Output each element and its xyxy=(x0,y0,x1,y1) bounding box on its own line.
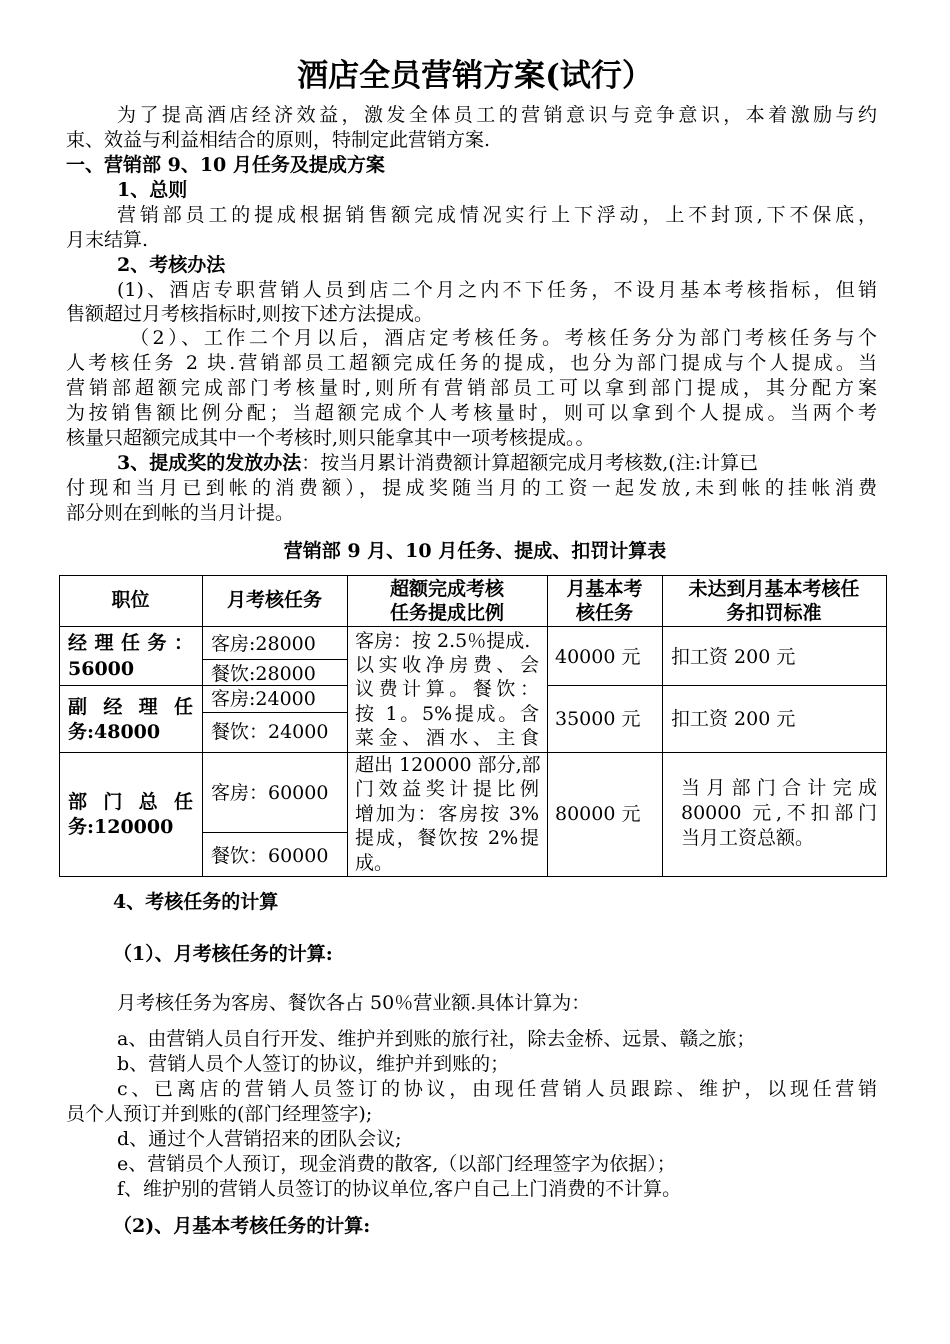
manager-label-line-2: 56000 xyxy=(68,658,135,680)
table-divider xyxy=(202,832,347,833)
list-item: a、由营销人员自行开发、维护并到账的旅行社，除去金桥、远景、赣之旅； xyxy=(117,1028,756,1050)
general-line-1: 营销部员工的提成根据销售额完成情况实行上下浮动，上不封顶,下不保底， xyxy=(117,204,877,226)
general-line-2: 月末结算. xyxy=(66,229,149,251)
section4-heading: 4、考核任务的计算 xyxy=(113,891,279,913)
deputy-rooms: 客房:24000 xyxy=(211,688,316,710)
deputy-dining: 餐饮：24000 xyxy=(211,721,329,743)
manager-rooms: 客房:28000 xyxy=(211,633,316,655)
table-border-top xyxy=(59,575,887,576)
commission-table xyxy=(59,575,887,877)
assess-p1-line-2: 售额超过月考核指标时,则按下述方法提成。 xyxy=(66,303,434,325)
sub1-intro: 月考核任务为客房、餐饮各占 50％营业额.具体计算为： xyxy=(117,992,591,1014)
general-heading: 1、总则 xyxy=(117,179,188,201)
manager-base: 40000 元 xyxy=(555,646,641,668)
list-item: e、营销员个人预订，现金消费的散客,（以部门经理签字为依据）； xyxy=(117,1153,676,1175)
intro-line-1: 为了提高酒店经济效益，激发全体员工的营销意识与竞争意识，本着激励与约 xyxy=(117,104,877,126)
dept-dining: 餐饮：60000 xyxy=(211,845,329,867)
list-item: c、已离店的营销人员签订的协议，由现任营销人员跟踪、维护，以现任营销 xyxy=(117,1078,877,1100)
header-position: 职位 xyxy=(111,589,150,611)
header-excess-line-2: 任务提成比例 xyxy=(389,602,504,624)
commission-individual-line-2: 以实收净房费、会 xyxy=(355,654,539,676)
commission-individual-line-5: 菜金、酒水、主食 xyxy=(355,727,539,749)
dept-label-line-1: 部门总任 xyxy=(68,791,193,813)
list-item: d、通过个人营销招来的团队会议; xyxy=(117,1128,402,1150)
dept-label-line-2: 务:120000 xyxy=(68,816,174,838)
table-border-left xyxy=(59,575,60,877)
dept-commission-line-4: 提成，餐饮按 2%提 xyxy=(355,827,539,849)
bonus-line-3: 部分则在到帐的当月计提。 xyxy=(66,502,295,524)
bonus-line-2: 付现和当月已到帐的消费额），提成奖随当月的工资一起发放,未到帐的挂帐消费 xyxy=(66,477,877,499)
section1-heading: 一、营销部 9、10 月任务及提成方案 xyxy=(66,154,385,176)
assess-p2-line-4: 为按销售额比例分配；当超额完成个人考核量时，则可以拿到个人提成。当两个考 xyxy=(66,402,877,424)
assess-p2-line-5: 核量只超额完成其中一个考核时,则只能拿其中一项考核提成。。 xyxy=(66,427,595,449)
deputy-base: 35000 元 xyxy=(555,708,641,730)
list-item-continuation: 员个人预订并到账的(部门经理签字); xyxy=(66,1103,373,1125)
assess-p1-line-1: (1)、酒店专职营销人员到店二个月之内不下任务，不设月基本考核指标，但销 xyxy=(117,279,877,301)
dept-commission-line-5: 成。 xyxy=(355,852,394,874)
table-divider xyxy=(547,685,887,686)
dept-penalty-line-2: 80000 元,不扣部门 xyxy=(681,802,877,824)
commission-individual-line-4: 按 1。5%提成。含 xyxy=(355,703,539,725)
header-penalty-line-2: 务扣罚标准 xyxy=(726,602,822,624)
header-excess-line-1: 超额完成考核 xyxy=(389,578,504,600)
header-base-line-1: 月基本考 xyxy=(566,578,643,600)
dept-commission-line-2: 门效益奖计提比例 xyxy=(355,778,539,800)
table-caption: 营销部 9 月、10 月任务、提成、扣罚计算表 xyxy=(283,540,667,562)
manager-label-line-1: 经理任务： xyxy=(68,632,193,654)
intro-line-2: 束、效益与利益相结合的原则，特制定此营销方案. xyxy=(66,129,491,151)
assess-p2-line-2: 人考核任务 2 块.营销部员工超额完成任务的提成，也分为部门提成与个人提成。当 xyxy=(66,352,877,374)
dept-penalty-line-1: 当月部门合计完成 xyxy=(681,777,877,799)
commission-individual-line-3: 议费计算。餐饮： xyxy=(355,678,539,700)
deputy-label-line-2: 务:48000 xyxy=(68,721,161,743)
bonus-line-1-text: ：按当月累计消费额计算超额完成月考核数,(注:计算已 xyxy=(301,452,759,474)
table-border-right xyxy=(886,575,887,877)
dept-base: 80000 元 xyxy=(555,803,641,825)
header-penalty-line-1: 未达到月基本考核任 xyxy=(688,578,860,600)
assess-p2-line-1: （2）、工作二个月以后，酒店定考核任务。考核任务分为部门考核任务与个 xyxy=(130,327,877,349)
document-title: 酒店全员营销方案(试行） xyxy=(297,58,653,94)
header-base-line-2: 核任务 xyxy=(575,602,633,624)
header-monthly-task: 月考核任务 xyxy=(226,589,322,611)
deputy-penalty: 扣工资 200 元 xyxy=(671,708,796,730)
bonus-heading: 3、提成奖的发放办法 xyxy=(117,452,302,474)
list-item: f、维护别的营销人员签订的协议单位,客户自己上门消费的不计算。 xyxy=(117,1178,682,1200)
bonus-line-1 xyxy=(117,451,877,475)
manager-dining: 餐饮:28000 xyxy=(211,663,316,685)
dept-rooms: 客房：60000 xyxy=(211,782,329,804)
table-col-divider xyxy=(202,575,203,877)
table-divider xyxy=(202,659,347,660)
dept-commission-line-1: 超出 120000 部分,部 xyxy=(355,754,541,776)
sub2-heading: （2)、月基本考核任务的计算: xyxy=(113,1215,371,1237)
sub1-heading: （1）、月考核任务的计算: xyxy=(113,943,333,965)
dept-penalty-line-3: 当月工资总额。 xyxy=(681,827,815,849)
table-header-divider xyxy=(59,626,887,627)
manager-penalty: 扣工资 200 元 xyxy=(671,646,796,668)
dept-commission-line-3: 增加为：客房按 3% xyxy=(355,803,539,825)
table-divider xyxy=(202,712,347,713)
list-item: b、营销人员个人签订的协议，维护并到账的； xyxy=(117,1053,510,1075)
assess-heading: 2、考核办法 xyxy=(117,254,226,276)
table-border-bottom xyxy=(59,876,887,877)
deputy-label-line-1: 副经理任 xyxy=(68,696,193,718)
assess-p2-line-3: 营销部超额完成部门考核量时,则所有营销部员工可以拿到部门提成，其分配方案 xyxy=(66,377,877,399)
commission-individual-line-1: 客房：按 2.5％提成. xyxy=(355,630,531,652)
